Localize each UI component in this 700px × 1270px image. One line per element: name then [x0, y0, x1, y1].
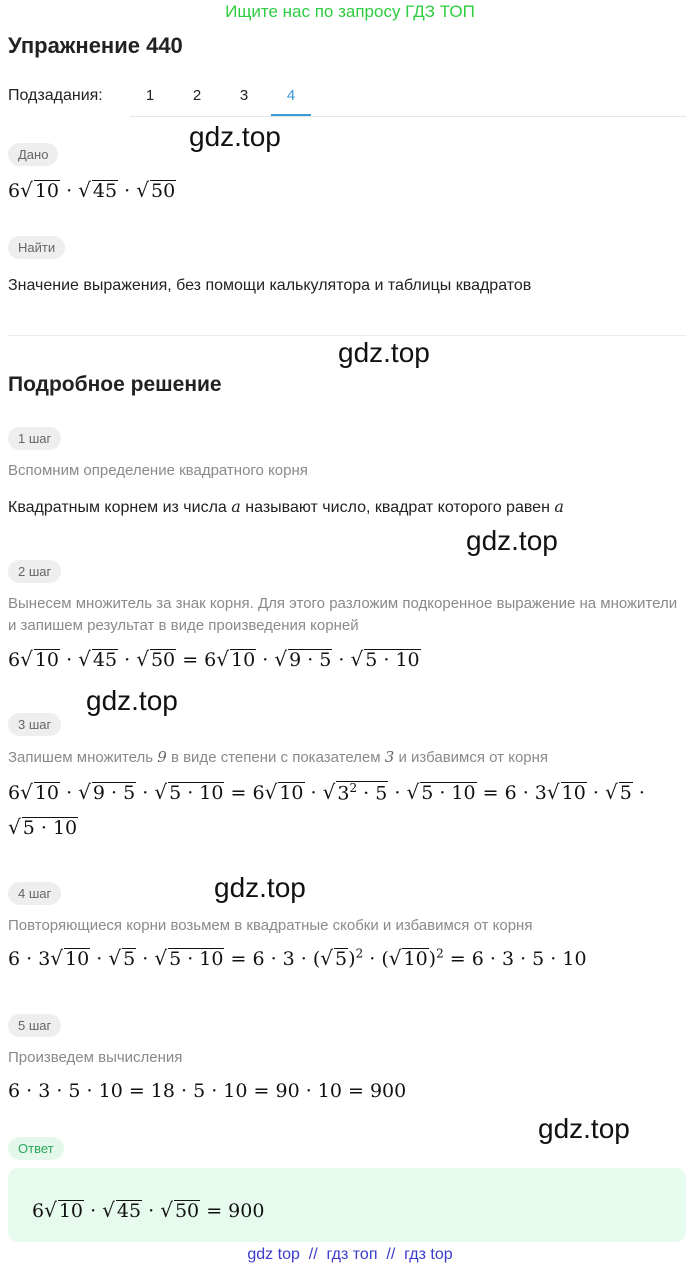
footer-links: gdz top // гдз топ // гдз top [247, 1246, 453, 1263]
watermark: gdz.top [466, 525, 558, 556]
section-divider [8, 335, 686, 336]
subtasks-label: Подзадания: [8, 87, 103, 104]
step-1-hint: Вспомним определение квадратного корня [8, 462, 308, 479]
given-tag: Дано [8, 143, 58, 166]
tab-2[interactable]: 2 [192, 87, 202, 104]
active-tab-indicator [271, 114, 311, 116]
step-1-tag: 1 шаг [8, 427, 61, 450]
step-3-formula-line-1: 6√ 10 · √ 9 · 5 · √ 5 · 10 = 6√ 10 · √ $3^2 \cdot 5$ · √ 5 · 10 = 6 · 3√ 10 · √ 5 · [8, 780, 645, 804]
step-5-tag: 5 шаг [8, 1014, 61, 1037]
step-2-formula: 6√ 10 · √ 45 · √ 50 = 6√ 10 · √ 9 · 5 · √ 5 · 10 [8, 647, 420, 671]
step-1-text: Квадратным корнем из числа a называют число, квадрат которого равен a [8, 497, 564, 516]
step-3-tag: 3 шаг [8, 713, 61, 736]
answer-formula: 6√ 10 · √ 45 · √ 50 = 900 [32, 1198, 265, 1222]
step-2-tag: 2 шаг [8, 560, 61, 583]
search-banner: Ищите нас по запросу ГДЗ ТОП [225, 2, 475, 21]
watermark: gdz.top [86, 685, 178, 716]
step-5-hint: Произведем вычисления [8, 1049, 183, 1066]
watermark: gdz.top [214, 872, 306, 903]
watermark: gdz.top [189, 121, 281, 152]
step-3-hint: Запишем множитель 9 в виде степени с показателем 3 и избавимся от корня [8, 748, 549, 766]
step-3-formula-line-2: √ 5 · 10 [8, 815, 78, 839]
find-tag: Найти [8, 236, 65, 259]
step-2-hint: Вынесем множитель за знак корня. Для этого разложим подкоренное выражение на множители и запишем результат в виде произведения корней [8, 595, 678, 634]
solution-title: Подробное решение [8, 373, 222, 396]
step-4-hint: Повторяющиеся корни возьмем в квадратные скобки и избавимся от корня [8, 917, 533, 934]
find-text: Значение выражения, без помощи калькулятора и таблицы квадратов [8, 277, 532, 294]
tab-1[interactable]: 1 [145, 87, 155, 104]
watermark: gdz.top [538, 1113, 630, 1144]
page-title: Упражнение 440 [8, 33, 183, 58]
tab-4[interactable]: 4 [286, 87, 296, 104]
step-4-tag: 4 шаг [8, 882, 61, 905]
step-5-formula: 6 · 3 · 5 · 10 = 18 · 5 · 10 = 90 · 10 = 900 [8, 1080, 407, 1102]
tab-3[interactable]: 3 [239, 87, 249, 104]
watermark: gdz.top [338, 337, 430, 368]
subtask-tabs [130, 76, 686, 117]
step-4-formula: 6 · 3√ 10 · √ 5 · √ 5 · 10 = 6 · 3 · (√ 5)$^2$ · (√ 10)$^2$ = 6 · 3 · 5 · 10 [8, 946, 587, 970]
answer-tag: Ответ [8, 1137, 64, 1160]
given-expression: 6√ 10 · √ 45 · √ 50 [8, 178, 176, 202]
